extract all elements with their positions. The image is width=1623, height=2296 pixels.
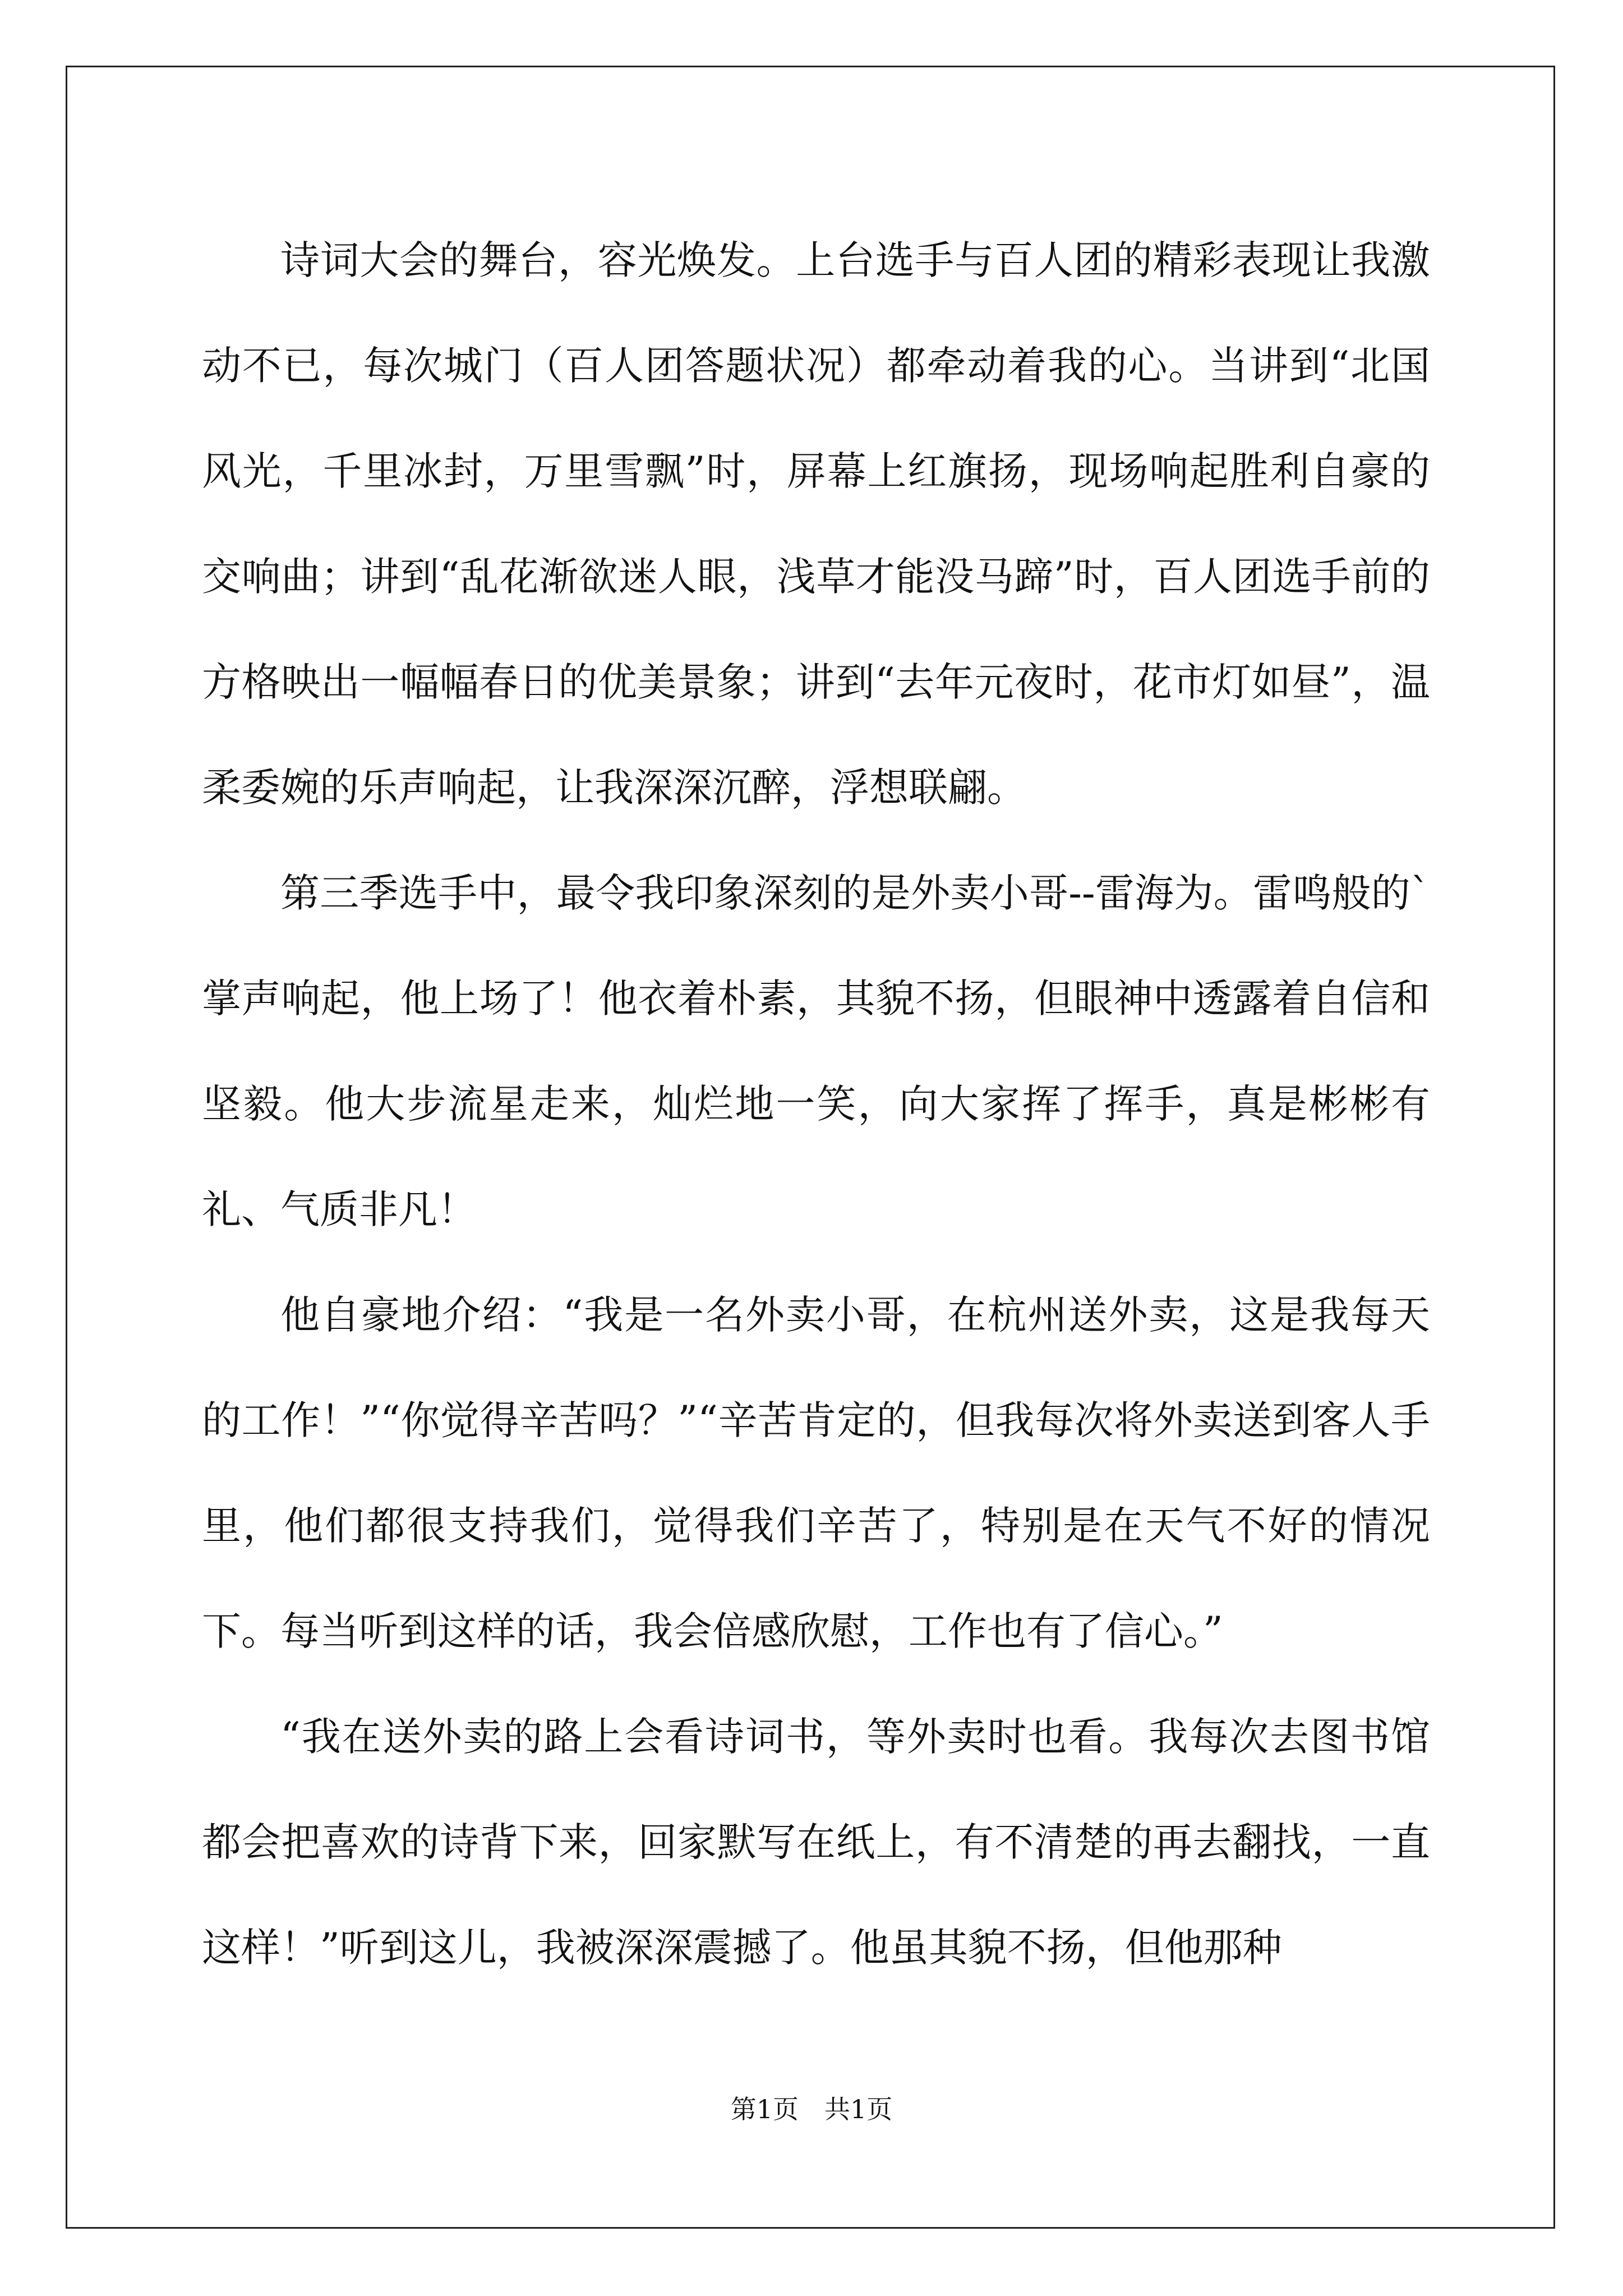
- paragraph-2: 第三季选手中，最令我印象深刻的是外卖小哥--雷海为。雷鸣般的`掌声响起，他上场了！他衣着朴素，其貌不扬，但眼神中透露着自信和坚毅。他大步流星走来，灿烂地一笑，向大家挥了挥手，真是彬彬有礼、气质非凡！: [202, 870, 1430, 1232]
- paragraph-3: 他自豪地介绍：“我是一名外卖小哥，在杭州送外卖，这是我每天的工作！”“你觉得辛苦吗？”“辛苦肯定的，但我每次将外卖送到客人手里，他们都很支持我们，觉得我们辛苦了，特别是在天气不好的情况下。每当听到这样的话，我会倍感欣慰，工作也有了信心。”: [202, 1292, 1430, 1654]
- paragraph-1: 诗词大会的舞台，容光焕发。上台选手与百人团的精彩表现让我激动不已，每次城门（百人团答题状况）都牵动着我的心。当讲到“北国风光，千里冰封，万里雪飘”时，屏幕上红旗扬，现场响起胜利自豪的交响曲；讲到“乱花渐欲迷人眼，浅草才能没马蹄”时，百人团选手前的方格映出一幅幅春日的优美景象；讲到“去年元夜时，花市灯如昼”，温柔委婉的乐声响起，让我深深沉醉，浮想联翩。: [202, 237, 1430, 811]
- document-body: [202, 208, 1430, 2000]
- paragraph-4: “我在送外卖的路上会看诗词书，等外卖时也看。我每次去图书馆都会把喜欢的诗背下来，回家默写在纸上，有不清楚的再去翻找，一直这样！”听到这儿，我被深深震撼了。他虽其貌不扬，但他那种: [202, 1714, 1430, 1971]
- page-number-footer: 第1页 共1页: [730, 2094, 893, 2124]
